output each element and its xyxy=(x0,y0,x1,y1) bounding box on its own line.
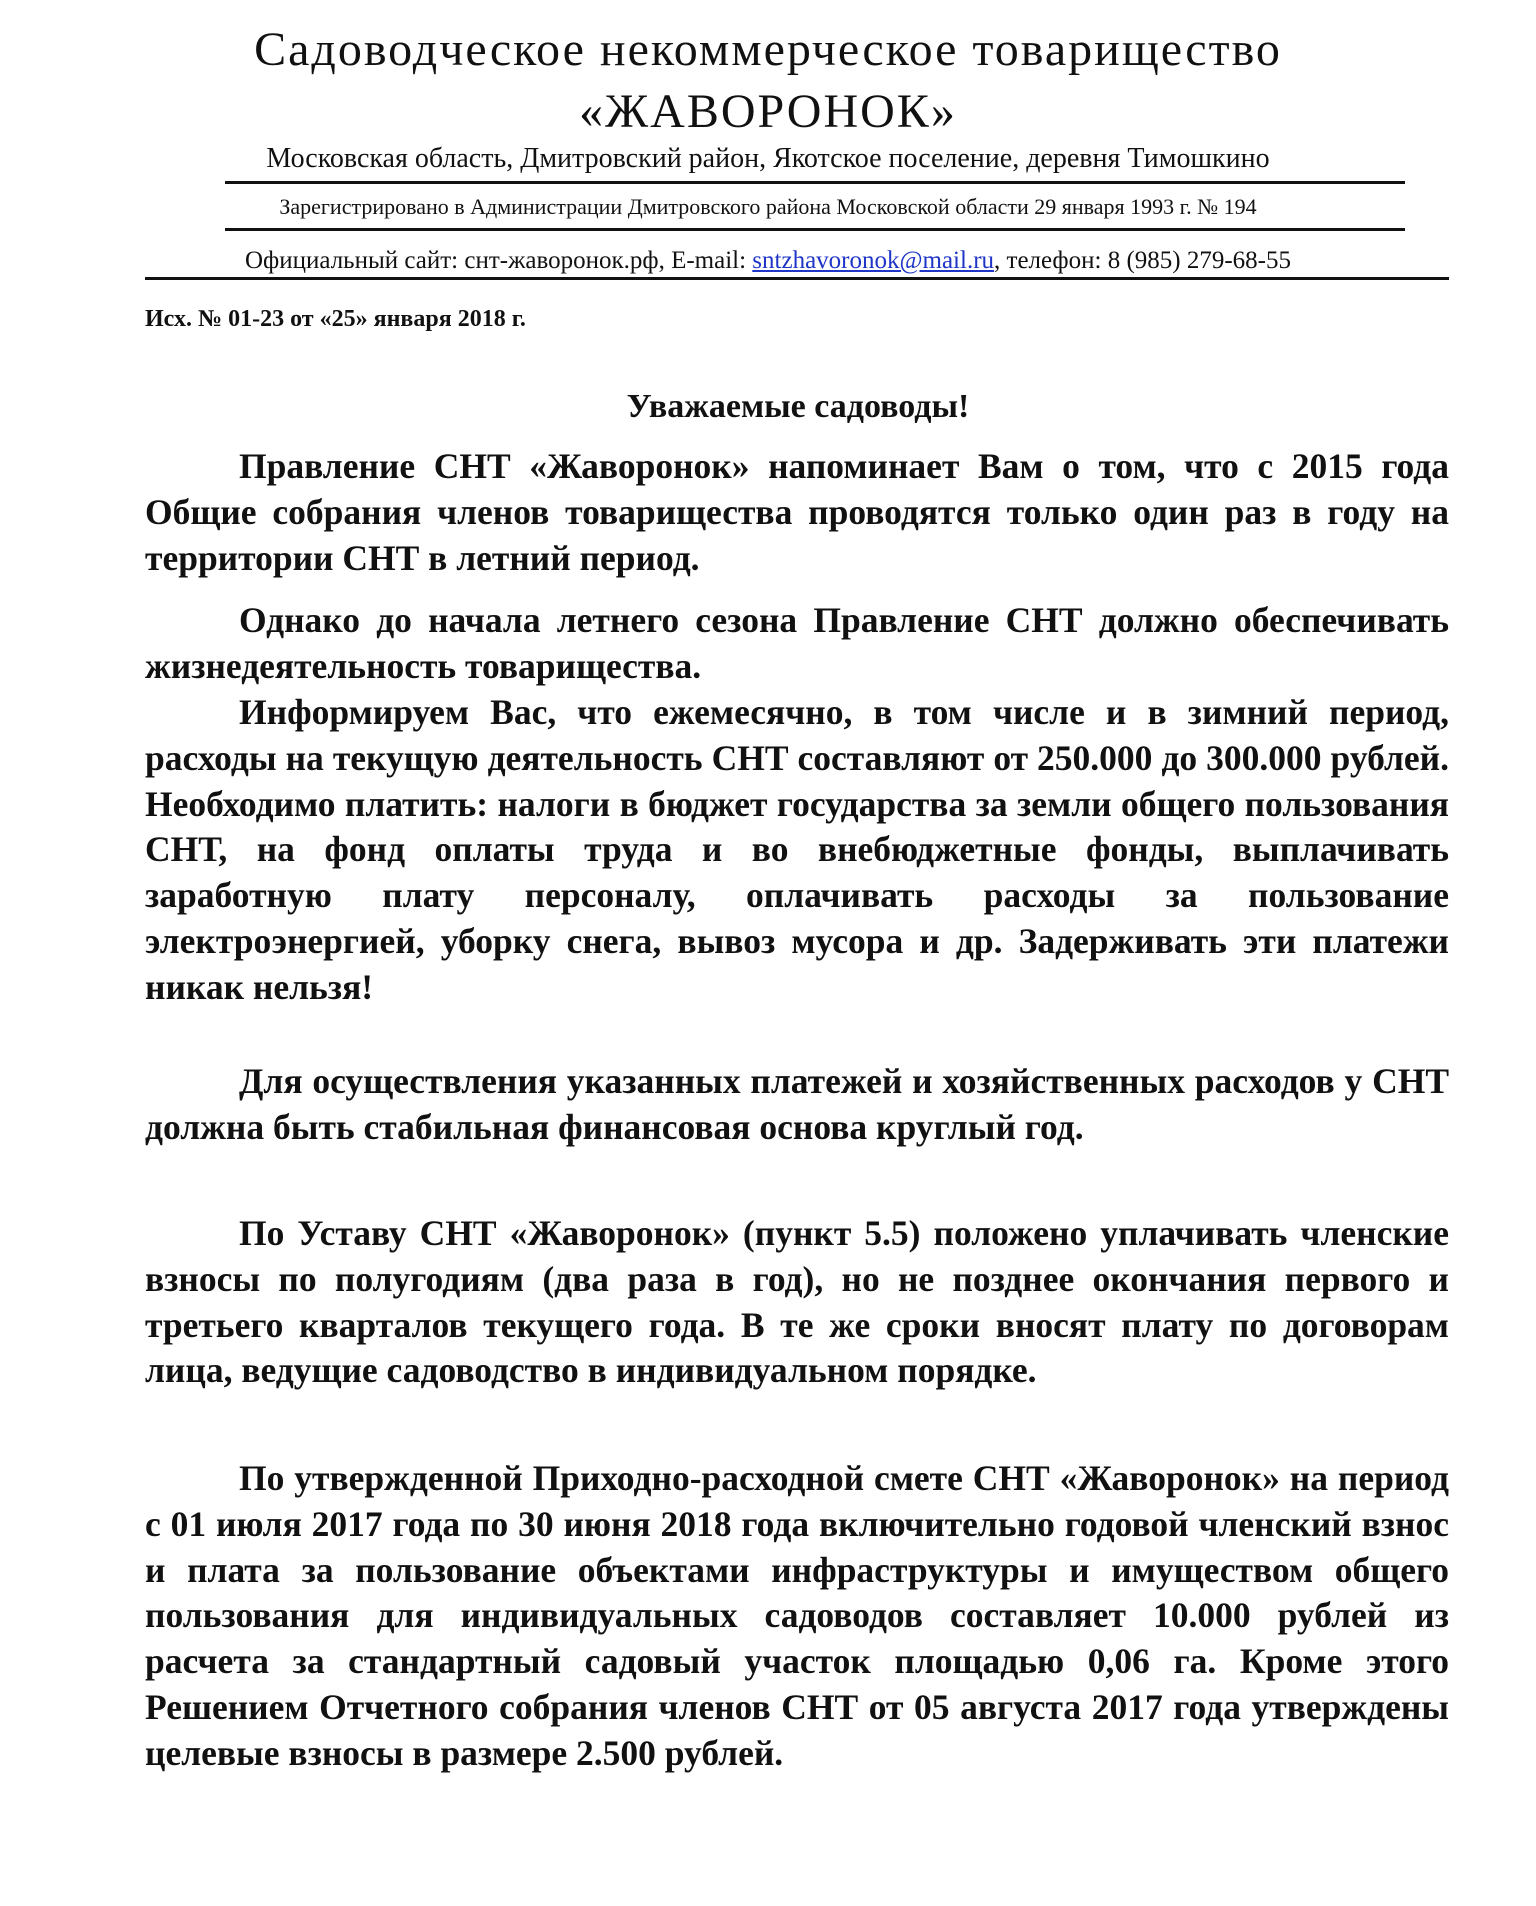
paragraph-1: Правление СНТ «Жаворонок» напоминает Вам о том, что с 2015 года Общие собрания членов товарищества проводятся только один раз в году на территории СНТ в летний период. xyxy=(145,446,1449,578)
paragraph-6: По утвержденной Приходно-расходной смете СНТ «Жаворонок» на период с 01 июля 2017 года по 30 июня 2018 года включительно годовой членский взнос и плата за пользование объектами инфраструктуры и имуществом общего пользования для индивидуальных садоводов составляет 10.000 рублей из расчета за стандартный садовый участок площадью 0,06 га. Кроме этого Решением Отчетного собрания членов СНТ от 05 августа 2017 года утверждены целевые взносы в размере 2.500 рублей. xyxy=(145,1458,1449,1773)
email-link[interactable]: sntzhavoronok@mail.ru xyxy=(752,247,995,274)
contacts-suffix: , телефон: 8 (985) 279-68-55 xyxy=(994,247,1292,274)
greeting: Уважаемые садоводы! xyxy=(626,388,970,425)
contacts-prefix: Официальный сайт: снт-жаворонок.рф, E-mail: xyxy=(244,247,753,274)
paragraph-3: Информируем Вас, что ежемесячно, в том числе и в зимний период, расходы на текущую деятельность СНТ составляют от 250.000 до 300.000 рублей. Необходимо платить: налоги в бюджет государства за земли общего пользования СНТ, на фонд оплаты труда и во внебюджетные фонды, выплачивать заработную плату персоналу, оплачивать расходы за пользование электроэнергией, уборку снега, вывоз мусора и др. Задерживать эти платежи никак нельзя! xyxy=(145,692,1449,1007)
header-divider-2 xyxy=(225,228,1405,231)
org-address: Московская область, Дмитровский район, Якотское поселение, деревня Тимошкино xyxy=(266,143,1270,174)
paragraph-2: Однако до начала летнего сезона Правление СНТ должно обеспечивать жизнедеятельность товарищества. xyxy=(145,600,1449,686)
paragraph-5: По Уставу СНТ «Жаворонок» (пункт 5.5) положено уплачивать членские взносы по полугодиям (два раза в год), но не позднее окончания первого и третьего кварталов текущего года. В те же сроки вносят плату по договорам лица, ведущие садоводство в индивидуальном порядке. xyxy=(145,1213,1449,1391)
header-divider-3 xyxy=(145,277,1449,280)
contacts-line xyxy=(0,248,1536,273)
outgoing-reference: Исх. № 01-23 от «25» января 2018 г. xyxy=(145,306,526,332)
paragraph-4: Для осуществления указанных платежей и хозяйственных расходов у СНТ должна быть стабильная финансовая основа круглый год. xyxy=(145,1061,1449,1147)
org-name-line2: «ЖАВОРОНОК» xyxy=(579,85,957,138)
registration-info: Зарегистрировано в Администрации Дмитровского района Московской области 29 января 1993 г. № 194 xyxy=(279,194,1257,219)
header-divider-1 xyxy=(225,181,1405,184)
org-name-line1: Садоводческое некоммерческое товарищество xyxy=(254,23,1282,76)
